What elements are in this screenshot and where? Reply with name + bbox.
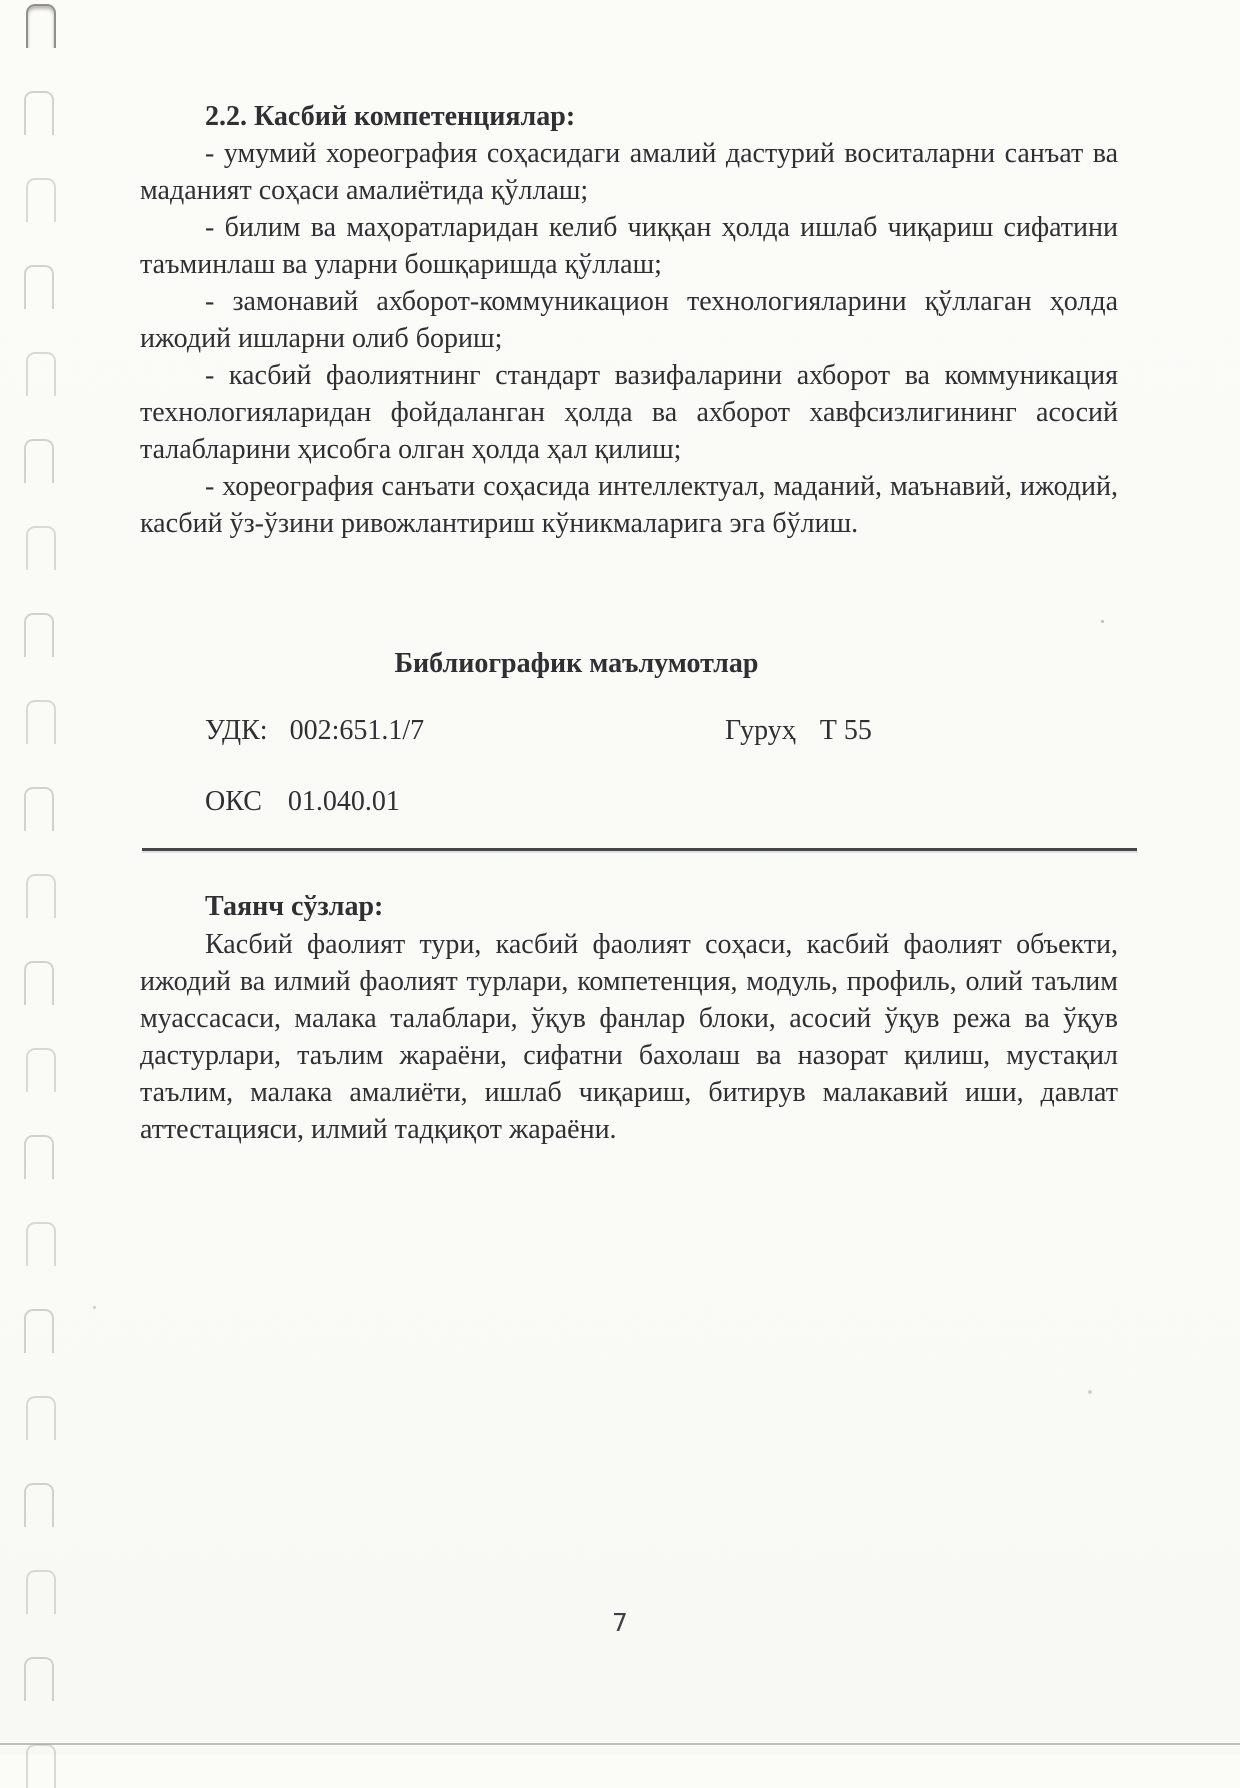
competency-item: - билим ва маҳоратларидан келиб чиққан ҳолда ишлаб чиқариш сифатини таъминлаш ва уларни бошқаришда қўллаш; [140, 212, 1118, 280]
group-label: Гуруҳ [725, 715, 796, 746]
binding-hole-mark [24, 91, 54, 135]
oks-value: 01.040.01 [287, 786, 400, 817]
binding-hole-mark [26, 4, 56, 48]
binding-hole-mark [24, 439, 54, 483]
binding-hole-mark [26, 1222, 56, 1266]
binding-hole-mark [26, 526, 56, 570]
section-divider-line [142, 848, 1137, 851]
bibliographic-heading: Библиографик маълумотлар [394, 648, 759, 679]
binding-hole-mark [24, 787, 54, 831]
binding-hole-mark [24, 613, 54, 657]
competencies-section [140, 98, 1118, 542]
binding-hole-mark [24, 1135, 54, 1179]
oks-row [140, 783, 1118, 821]
binding-hole-mark [26, 352, 56, 396]
scan-speck [1101, 620, 1104, 623]
scan-speck [1088, 1390, 1092, 1394]
page-edge-line [0, 1743, 1240, 1745]
keywords-heading: Таянч сўзлар: [205, 891, 384, 922]
binding-hole-mark [24, 961, 54, 1005]
udk-label: УДК: [205, 715, 268, 746]
section-heading: 2.2. Касбий компетенциялар: [205, 101, 576, 132]
competency-item: - замонавий ахборот-коммуникацион технологияларини қўллаган ҳолда ижодий ишларни олиб бориш; [140, 286, 1118, 354]
bibliographic-section [140, 645, 1118, 1148]
binding-hole-mark [24, 1657, 54, 1701]
group-value: Т 55 [819, 715, 872, 746]
page-number: 7 [612, 1608, 628, 1637]
scan-speck [93, 1306, 96, 1309]
binding-hole-mark [26, 700, 56, 744]
keywords-paragraph: Касбий фаолият тури, касбий фаолият соҳаси, касбий фаолият объекти, ижодий ва илмий фаолият турлари, компетенция, модуль, профиль, олий таълим муассасаси, малака талаблари, ўқув фанлар блоки, асосий ўқув режа ва ўқув дастурлари, таълим жараёни, сифатни бахолаш ва назорат қилиш, мустақил таълим, малака амалиёти, ишлаб чиқариш, битирув малакавий иши, давлат аттестацияси, илмий тадқиқот жараёни. [140, 929, 1118, 1145]
udk-row [140, 712, 1118, 750]
competency-item: - касбий фаолиятнинг стандарт вазифаларини ахборот ва коммуникация технологияларидан фойдаланган ҳолда ва ахборот хавфсизлигининг асосий талабларини ҳисобга олган ҳолда ҳал қилиш; [140, 360, 1118, 465]
group-cell [725, 712, 872, 750]
binding-hole-mark [26, 1396, 56, 1440]
binding-hole-mark [24, 265, 54, 309]
binding-hole-mark [26, 1744, 56, 1788]
binding-hole-mark [26, 1048, 56, 1092]
oks-label: ОКС [205, 786, 262, 817]
binding-hole-mark [26, 178, 56, 222]
binding-holes [24, 4, 56, 1788]
competency-item: - умумий хореография соҳасидаги амалий дастурий воситаларни санъат ва маданият соҳаси амалиётида қўллаш; [140, 138, 1118, 206]
binding-hole-mark [24, 1309, 54, 1353]
udk-value: 002:651.1/7 [289, 715, 425, 746]
binding-hole-mark [26, 874, 56, 918]
binding-hole-mark [24, 1483, 54, 1527]
competency-item: - хореография санъати соҳасида интеллектуал, маданий, маънавий, ижодий, касбий ўз-ўзини ривожлантириш кўникмаларига эга бўлиш. [140, 471, 1118, 539]
